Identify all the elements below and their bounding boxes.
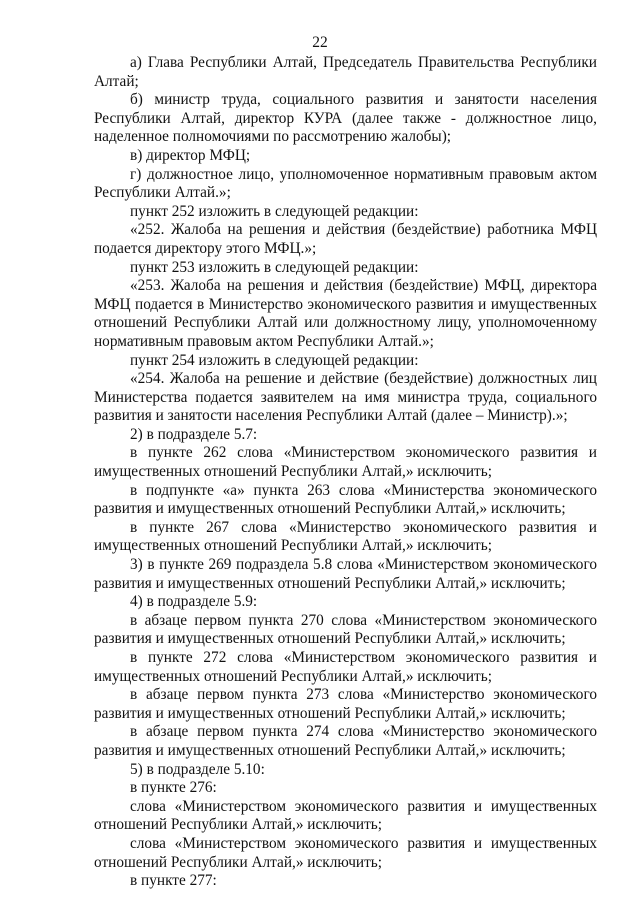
paragraph: 2) в подразделе 5.7:	[130, 425, 258, 443]
paragraph: 3) в пункте 269 подраздела 5.8 слова «Министерством экономического развития и имущественных отношений Республики Алтай,» исключить;	[94, 556, 597, 592]
paragraph: «254. Жалоба на решение и действие (бездействие) должностных лиц Министерства подается заявителем на имя министра труда, социального развития и занятости населения Республики Алтай (далее – Министр).»;	[94, 370, 597, 425]
paragraph: «252. Жалоба на решения и действия (бездействие) работника МФЦ подается директору этого МФЦ.»;	[94, 221, 597, 257]
paragraph: в абзаце первом пункта 274 слова «Министерство экономического развития и имущественных отношений Республики Алтай,» исключить;	[94, 723, 597, 759]
paragraph: слова «Министерством экономического развития и имущественных отношений Республики Алтай,» исключить;	[94, 834, 597, 871]
paragraph: пункт 252 изложить в следующей редакции:	[130, 202, 419, 220]
paragraph: пункт 254 изложить в следующей редакции:	[130, 351, 419, 369]
paragraph: а) Глава Республики Алтай, Председатель Правительства Республики Алтай;	[94, 54, 597, 90]
paragraph: в пункте 262 слова «Министерством экономического развития и имущественных отношений Республики Алтай,» исключить;	[94, 444, 597, 481]
paragraph: 5) в подразделе 5.10:	[130, 760, 265, 778]
paragraph: в пункте 276:	[130, 779, 217, 797]
paragraph: в подпункте «а» пункта 263 слова «Министерства экономического развития и имущественных отношений Республики Алтай,» исключить;	[94, 481, 597, 518]
paragraph: «253. Жалоба на решения и действия (бездействие) МФЦ, директора МФЦ подается в Министерство экономического развития и имущественных отношений Республики Алтай или должностному лицу, уполномоченному нормативным правовым актом Республики Алтай.»;	[94, 277, 597, 350]
paragraph: г) должностное лицо, уполномоченное нормативным правовым актом Республики Алтай.»;	[94, 165, 597, 202]
paragraph: в пункте 277:	[130, 872, 217, 890]
paragraph: в абзаце первом пункта 270 слова «Министерством экономического развития и имущественных отношений Республики Алтай,» исключить;	[94, 611, 597, 648]
paragraph: в абзаце первом пункта 273 слова «Министерство экономического развития и имущественных отношений Республики Алтай,» исключить;	[94, 686, 597, 722]
paragraph: слова «Министерством экономического развития и имущественных отношений Республики Алтай,» исключить;	[94, 797, 597, 834]
paragraph: пункт 253 изложить в следующей редакции:	[130, 258, 419, 276]
page-number: 22	[312, 34, 328, 51]
paragraph: 4) в подразделе 5.9:	[130, 593, 258, 611]
paragraph: б) министр труда, социального развития и занятости населения Республики Алтай, директор КУРА (далее также - должностное лицо, наделенное полномочиями по рассмотрению жалобы);	[94, 91, 597, 146]
paragraph: в пункте 272 слова «Министерством экономического развития и имущественных отношений Республики Алтай,» исключить;	[94, 649, 597, 685]
document-body	[94, 54, 597, 891]
paragraph: в пункте 267 слова «Министерство экономического развития и имущественных отношений Республики Алтай,» исключить;	[94, 518, 597, 555]
paragraph: в) директор МФЦ;	[130, 146, 251, 164]
